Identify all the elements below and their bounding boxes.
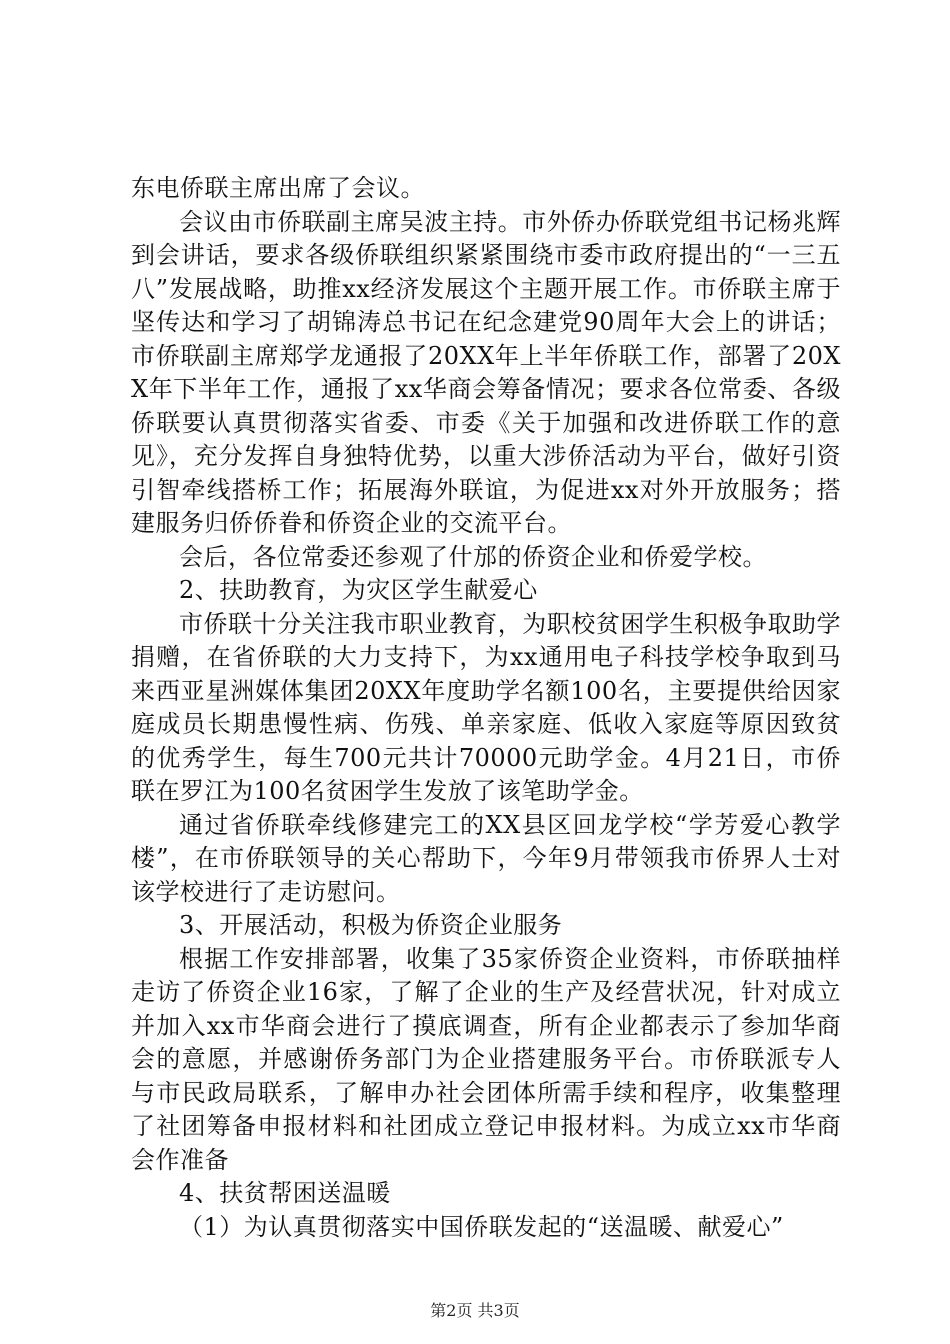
paragraph-after-meeting: 会后，各位常委还参观了什邡的侨资企业和侨爱学校。 [179, 542, 767, 571]
page-number-footer: 第2页 共3页 [430, 1301, 520, 1320]
paragraph-scholarship: 市侨联十分关注我市职业教育，为职校贫困学生积极争取助学捐赠，在省侨联的大力支持下，为xx通用电子科技学校争取到马来西亚星洲媒体集团20XX年度助学名额100名，主要提供给因家庭成员长期患慢性病、伤残、单亲家庭、低收入家庭等原因致贫的优秀学生，每生700元共计70000元助学金。4月21日，市侨联在罗江为100名贫困学生发放了该笔助学金。 [131, 609, 841, 805]
document-body [131, 172, 841, 1244]
paragraph-meeting-summary: 会议由市侨联副主席吴波主持。市外侨办侨联党组书记杨兆辉到会讲话，要求各级侨联组织紧紧围绕市委市政府提出的“一三五八”发展战略，助推xx经济发展这个主题开展工作。市侨联主席于坚传达和学习了胡锦涛总书记在纪念建党90周年大会上的讲话；市侨联副主席郑学龙通报了20XX年上半年侨联工作，部署了20XX年下半年工作，通报了xx华商会筹备情况；要求各位常委、各级侨联要认真贯彻落实省委、市委《关于加强和改进侨联工作的意见》，充分发挥自身独特优势，以重大涉侨活动为平台，做好引资引智牵线搭桥工作；拓展海外联谊，为促进xx对外开放服务；搭建服务归侨侨眷和侨资企业的交流平台。 [131, 207, 841, 537]
paragraph-enterprise-survey: 根据工作安排部署，收集了35家侨资企业资料，市侨联抽样走访了侨资企业16家，了解了企业的生产及经营状况，针对成立并加入xx市华商会进行了摸底调查，所有企业都表示了参加华商会的意愿，并感谢侨务部门为企业搭建服务平台。市侨联派专人与市民政局联系，了解申办社会团体所需手续和程序，收集整理了社团筹备申报材料和社团成立登记申报材料。为成立xx市华商会作准备 [131, 944, 841, 1174]
paragraph-warmth-campaign: （1）为认真贯彻落实中国侨联发起的“送温暖、献爱心” [179, 1212, 784, 1241]
section-heading-education: 2、扶助教育，为灾区学生献爱心 [179, 576, 538, 604]
paragraph-school-visit: 通过省侨联牵线修建完工的XX县区回龙学校“学芳爱心教学楼”，在市侨联领导的关心帮助下，今年9月带领我市侨界人士对该学校进行了走访慰问。 [131, 810, 841, 906]
section-heading-poverty-relief: 4、扶贫帮困送温暖 [179, 1179, 391, 1207]
paragraph-continuation: 东电侨联主席出席了会议。 [131, 174, 425, 202]
section-heading-enterprise-service: 3、开展活动，积极为侨资企业服务 [179, 911, 563, 939]
